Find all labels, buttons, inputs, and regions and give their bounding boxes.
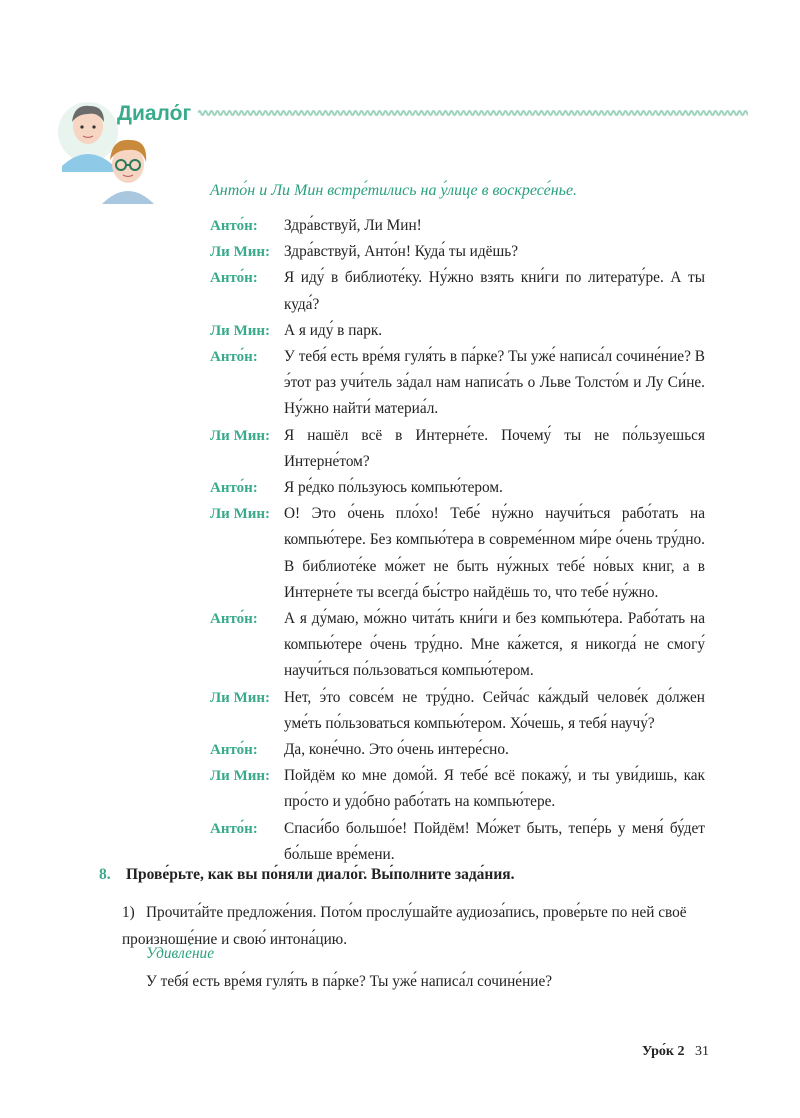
speaker-name: Ли Мин: [210, 768, 271, 785]
speech-text: Пойдём ко мне домо́й. Я тебе́ всё покажу́, и ты уви́дишь, как про́сто и удо́бно рабо́тать на компью́тере. [284, 767, 705, 811]
speaker-name: Анто́н: [210, 742, 258, 759]
speech-text: А я иду́ в парк. [284, 321, 383, 339]
speaker-name: Ли Мин: [210, 244, 271, 261]
speech-text: Здра́вствуй, Ли Мин! [284, 217, 422, 234]
boy-avatar-icon [58, 102, 118, 172]
task-text: Прове́рьте, как вы по́няли диало́г. Вы́полните зада́ния. [126, 866, 515, 883]
speaker-name: Анто́н: [210, 349, 258, 366]
speaker-name: Ли Мин: [210, 506, 271, 523]
speech-text: Спаси́бо большо́е! Пойдём! Мо́жет быть, тепе́рь у меня́ бу́дет бо́льше вре́мени. [284, 819, 705, 863]
example-sentence: У тебя́ есть вре́мя гуля́ть в па́рке? Ты уже́ написа́л сочине́ние? [146, 973, 553, 990]
page-footer [642, 1044, 709, 1060]
speech-text: Нет, э́то совсе́м не тру́дно. Сейча́с ка́ждый челове́к до́лжен уме́ть по́льзоваться компью́тером. Хо́чешь, я тебя́ научу́? [284, 688, 705, 732]
section-title: Диало́г [117, 102, 192, 125]
speaker-name: Анто́н: [210, 218, 258, 234]
dialog-line [210, 423, 705, 475]
speech-text: Здра́вствуй, Анто́н! Куда́ ты идёшь? [284, 243, 518, 261]
subtask-text: Прочита́йте предложе́ния. Пото́м прослу́шайте аудиоза́пись, прове́рьте по ней своё произноше́ние и свою́ интона́цию. [122, 904, 687, 948]
speech-text: У тебя́ есть вре́мя гуля́ть в па́рке? Ты уже́ написа́л сочине́ние? В э́тот раз учи́тель за́дал нам написа́ть о Льве Толсто́м и Лу Си́не. Ну́жно найти́ материа́л. [284, 348, 705, 418]
subtask-number: 1) [122, 904, 135, 921]
speaker-name: Ли Мин: [210, 322, 271, 339]
dialog-line [210, 816, 705, 868]
dialog-line [210, 737, 705, 763]
decorative-wave-divider [198, 108, 748, 118]
dialog-line [210, 213, 705, 239]
speech-text: Да, коне́чно. Это о́чень интере́сно. [284, 741, 509, 759]
dialog-line [210, 501, 705, 606]
dialog-line [210, 763, 705, 815]
speaker-name: Анто́н: [210, 480, 258, 497]
speech-text: Я ре́дко по́льзуюсь компью́тером. [284, 479, 503, 497]
subtask-label: Удивле́ние [146, 945, 214, 962]
dialog-line [210, 344, 705, 423]
dialog-line [210, 318, 705, 344]
dialog-lines [210, 213, 705, 868]
speaker-name: Анто́н: [210, 270, 258, 287]
dialog-line [210, 239, 705, 265]
speaker-name: Ли Мин: [210, 689, 271, 706]
page-number: 31 [694, 1044, 709, 1059]
speaker-name: Анто́н: [210, 820, 258, 837]
speech-text: Я иду́ в библиоте́ку. Ну́жно взять кни́ги по литерату́ре. А ты куда́? [284, 269, 705, 313]
dialog-line [210, 475, 705, 501]
dialog-line [210, 265, 705, 317]
dialog-intro: Анто́н и Ли Мин встре́тились на у́лице в воскресе́нье. [210, 182, 578, 199]
lesson-label: Уро́к 2 [642, 1044, 685, 1059]
dialog-line [210, 606, 705, 685]
task-heading [99, 866, 515, 884]
speaker-name: Анто́н: [210, 611, 258, 628]
speech-text: А я ду́маю, мо́жно чита́ть кни́ги и без компью́тера. Рабо́тать на компью́тере о́чень тру́дно. Мне ка́жется, я никогда́ не смогу́ научи́ться по́льзоваться компью́тером. [284, 610, 705, 680]
dialog-line [210, 685, 705, 737]
speaker-name: Ли Мин: [210, 427, 271, 444]
speech-text: Я нашёл всё в Интерне́те. Почему́ ты не по́льзуешься Интерне́том? [284, 426, 705, 470]
task-number: 8. [99, 866, 111, 883]
speech-text: О! Это о́чень пло́хо! Тебе́ ну́жно научи́ться рабо́тать на компью́тере. Без компью́тера в совреме́нном ми́ре о́чень тру́дно. В библиоте́ке мо́жет не быть ну́жных тебе́ но́вых книг, а в Интерне́те ты всегда́ бы́стро найдёшь то, что тебе́ ну́жно. [284, 505, 705, 601]
